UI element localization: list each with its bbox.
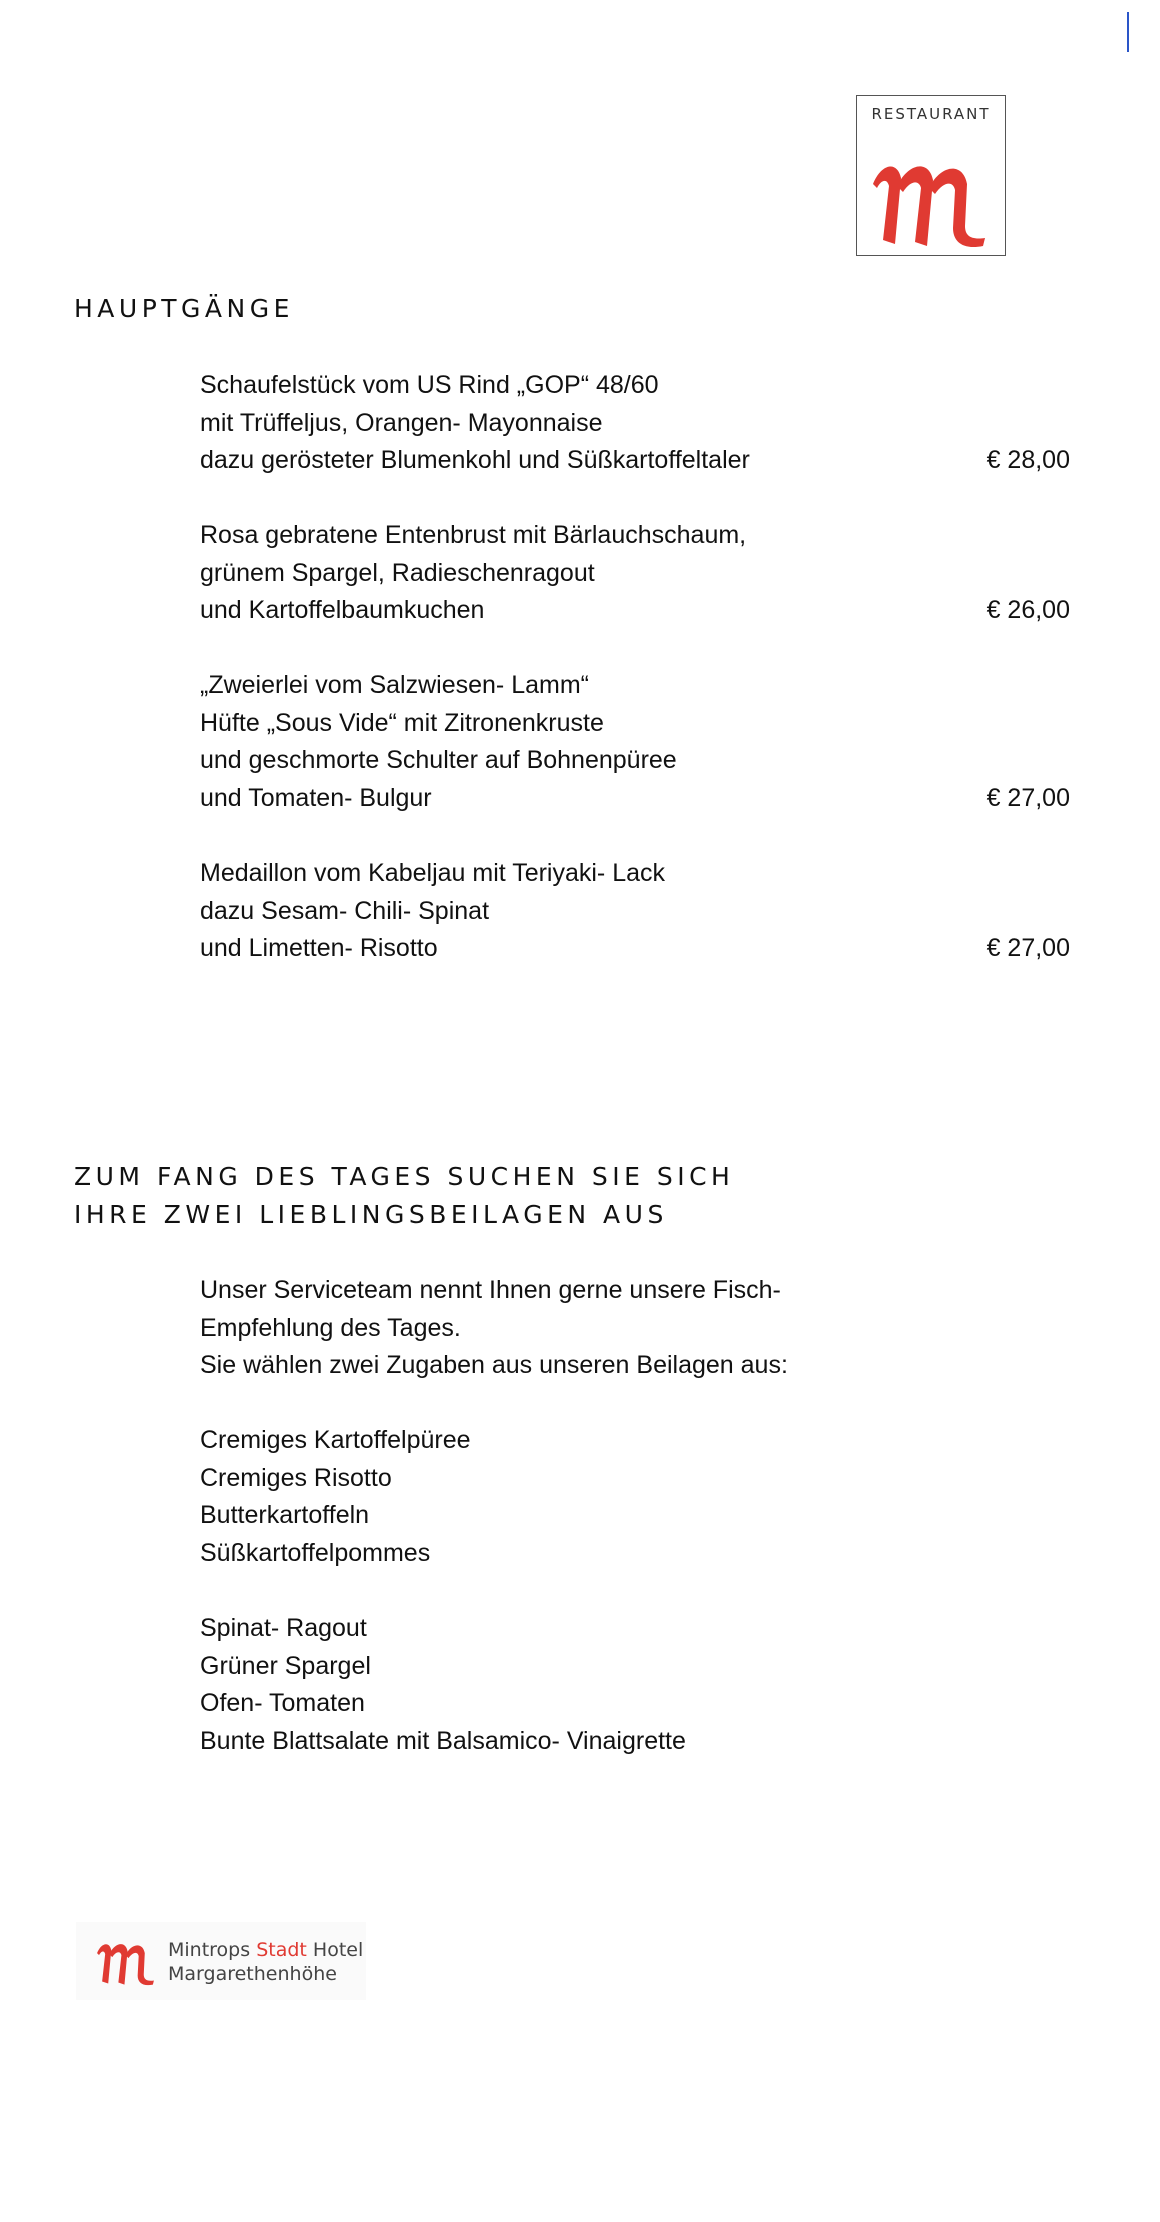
dish-description-line: Hüfte „Sous Vide“ mit Zitronenkruste [200, 708, 604, 737]
side-dish-item: Cremiges Risotto [200, 1463, 392, 1492]
dish-description-line: und Tomaten- Bulgur [200, 783, 432, 812]
m-logo-icon [867, 156, 997, 251]
side-dish-item: Bunte Blattsalate mit Balsamico- Vinaigrette [200, 1726, 686, 1755]
dish-description-line: dazu gerösteter Blumenkohl und Süßkartoffeltaler [200, 446, 750, 474]
catch-of-day-intro [200, 1272, 788, 1385]
side-dish-item: Grüner Spargel [200, 1651, 371, 1680]
side-dish-item: Cremiges Kartoffelpüree [200, 1426, 471, 1454]
dish-price: € 26,00 [986, 596, 1070, 624]
intro-line: Empfehlung des Tages. [200, 1313, 461, 1342]
dish-description-line: Medaillon vom Kabeljau mit Teriyaki- Lack [200, 859, 666, 887]
main-courses-heading: HAUPTGÄNGE [74, 294, 294, 323]
m-logo-icon [94, 1938, 160, 1988]
text-cursor [1127, 12, 1129, 52]
dish-price: € 27,00 [986, 934, 1070, 962]
dish-description-line: Rosa gebratene Entenbrust mit Bärlauchschaum, [200, 521, 747, 549]
dish-description-line: und Kartoffelbaumkuchen [200, 596, 485, 624]
dish-price: € 27,00 [986, 783, 1070, 812]
dish-description-line: mit Trüffeljus, Orangen- Mayonnaise [200, 408, 603, 437]
menu-item [200, 367, 1070, 480]
dish-description-line: Schaufelstück vom US Rind „GOP“ 48/60 [200, 371, 659, 399]
side-dish-item: Butterkartoffeln [200, 1501, 370, 1529]
menu-item [200, 855, 1070, 968]
dish-description-line: grünem Spargel, Radieschenragout [200, 558, 595, 587]
dish-price: € 28,00 [986, 446, 1070, 474]
side-dish-item: Spinat- Ragout [200, 1614, 367, 1642]
heading-line: ZUM FANG DES TAGES SUCHEN SIE SICH [74, 1162, 735, 1191]
side-dishes-list [200, 1422, 471, 1572]
side-dishes-list [200, 1610, 686, 1760]
catch-of-day-heading [74, 1158, 734, 1234]
heading-line: IHRE ZWEI LIEBLINGSBEILAGEN AUS [74, 1200, 668, 1229]
hotel-name-part: Mintrops [168, 1939, 251, 1961]
dish-description-line: dazu Sesam- Chili- Spinat [200, 896, 490, 925]
intro-line: Unser Serviceteam nennt Ihnen gerne unsere Fisch- [200, 1276, 781, 1304]
menu-item [200, 667, 1070, 817]
dish-description-line: und Limetten- Risotto [200, 934, 438, 962]
hotel-logo [76, 1922, 366, 2000]
side-dish-item: Ofen- Tomaten [200, 1689, 365, 1717]
hotel-name-line2: Margarethenhöhe [168, 1963, 337, 1985]
hotel-name [168, 1938, 363, 1986]
menu-item [200, 517, 1070, 630]
restaurant-logo [856, 95, 1006, 256]
side-dish-item: Süßkartoffelpommes [200, 1538, 431, 1567]
hotel-name-line1 [168, 1938, 363, 1962]
intro-line: Sie wählen zwei Zugaben aus unseren Beilagen aus: [200, 1351, 788, 1379]
hotel-name-accent: Stadt [256, 1939, 307, 1961]
dish-description-line: „Zweierlei vom Salzwiesen- Lamm“ [200, 671, 589, 699]
restaurant-logo-label: RESTAURANT [871, 105, 991, 123]
hotel-name-part: Hotel [312, 1939, 364, 1961]
dish-description-line: und geschmorte Schulter auf Bohnenpüree [200, 746, 677, 774]
